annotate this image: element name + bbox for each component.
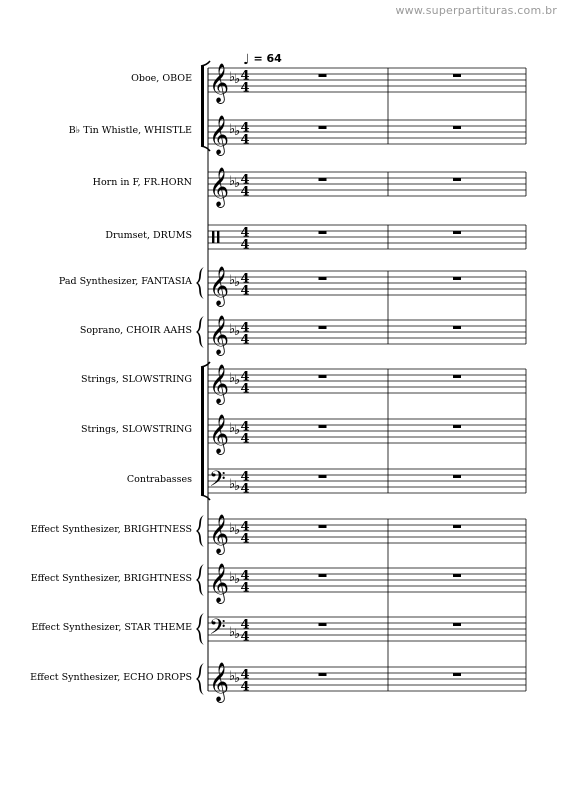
treble-clef-icon: 𝄞 [209,115,230,155]
instrument-label: B♭ Tin Whistle, WHISTLE [68,125,192,136]
brace-icon [196,316,204,348]
flat-icon: ♭ [234,72,241,87]
whole-rest-icon [319,126,327,129]
time-signature-lower: 4 [240,431,250,447]
whole-rest-icon [453,375,461,378]
whole-rest-icon [319,425,327,428]
time-signature-upper: 4 [240,568,250,584]
flat-icon: ♭ [234,373,241,388]
bass-clef-icon: 𝄢 [209,467,226,497]
whole-rest-icon [453,623,461,626]
flat-icon: ♭ [229,322,236,337]
time-signature-lower: 4 [240,184,250,200]
bass-clef-icon: 𝄢 [209,615,226,645]
brace-icon [196,613,204,645]
percussion-clef-icon [217,231,219,243]
flat-icon: ♭ [229,570,236,585]
flat-icon: ♭ [234,275,241,290]
whole-rest-icon [453,126,461,129]
flat-icon: ♭ [234,671,241,686]
brace-icon [196,267,204,299]
instrument-label: Effect Synthesizer, STAR THEME [31,622,192,633]
instrument-label: Strings, SLOWSTRING [80,374,192,385]
time-signature-lower: 4 [240,332,250,348]
whole-rest-icon [453,178,461,181]
brace-icon [196,564,204,596]
instrument-label: Drumset, DRUMS [105,230,192,241]
whole-rest-icon [319,178,327,181]
watermark: www.superpartituras.com.br [395,4,557,17]
whole-rest-icon [453,475,461,478]
flat-icon: ♭ [234,176,241,191]
flat-icon: ♭ [229,371,236,386]
whole-rest-icon [453,74,461,77]
time-signature-upper: 4 [240,419,250,435]
time-signature-lower: 4 [240,283,250,299]
instrument-label: Oboe, OBOE [131,73,192,84]
whole-rest-icon [319,475,327,478]
flat-icon: ♭ [229,70,236,85]
time-signature-lower: 4 [240,237,250,253]
whole-rest-icon [453,231,461,234]
flat-icon: ♭ [229,669,236,684]
time-signature-upper: 4 [240,320,250,336]
time-signature-lower: 4 [240,679,250,695]
flat-icon: ♭ [234,324,241,339]
time-signature-lower: 4 [240,481,250,497]
flat-icon: ♭ [229,625,236,640]
flat-icon: ♭ [229,521,236,536]
whole-rest-icon [453,277,461,280]
whole-rest-icon [453,673,461,676]
treble-clef-icon: 𝄞 [209,167,230,207]
time-signature-lower: 4 [240,381,250,397]
whole-rest-icon [319,525,327,528]
whole-rest-icon [319,326,327,329]
whole-rest-icon [319,375,327,378]
time-signature-lower: 4 [240,132,250,148]
instrument-label: Horn in F, FR.HORN [92,177,192,188]
brace-icon [196,663,204,695]
instrument-label: Effect Synthesizer, BRIGHTNESS [30,573,192,584]
flat-icon: ♭ [229,421,236,436]
time-signature-upper: 4 [240,667,250,683]
instrument-label: Effect Synthesizer, BRIGHTNESS [30,524,192,535]
time-signature-upper: 4 [240,120,250,136]
brace-icon [196,515,204,547]
flat-icon: ♭ [234,124,241,139]
quarter-note-icon: ♩ [243,52,250,68]
whole-rest-icon [453,425,461,428]
whole-rest-icon [319,623,327,626]
treble-clef-icon: 𝄞 [209,563,230,603]
tempo-value: = 64 [253,52,282,65]
percussion-clef-icon [212,231,214,243]
flat-icon: ♭ [229,174,236,189]
time-signature-upper: 4 [240,519,250,535]
flat-icon: ♭ [234,627,241,642]
time-signature-upper: 4 [240,172,250,188]
whole-rest-icon [319,673,327,676]
flat-icon: ♭ [229,122,236,137]
whole-rest-icon [319,277,327,280]
instrument-label: Pad Synthesizer, FANTASIA [58,276,192,287]
time-signature-upper: 4 [240,271,250,287]
time-signature-upper: 4 [240,68,250,84]
instrument-label: Contrabasses [126,474,192,485]
time-signature-upper: 4 [240,369,250,385]
whole-rest-icon [319,231,327,234]
time-signature-upper: 4 [240,225,250,241]
treble-clef-icon: 𝄞 [209,414,230,454]
time-signature-lower: 4 [240,531,250,547]
treble-clef-icon: 𝄞 [209,63,230,103]
instrument-label: Effect Synthesizer, ECHO DROPS [30,672,192,683]
whole-rest-icon [319,74,327,77]
flat-icon: ♭ [229,273,236,288]
flat-icon: ♭ [229,477,236,492]
flat-icon: ♭ [234,572,241,587]
flat-icon: ♭ [234,523,241,538]
treble-clef-icon: 𝄞 [209,315,230,355]
instrument-label: Strings, SLOWSTRING [80,424,192,435]
whole-rest-icon [453,574,461,577]
instrument-label: Soprano, CHOIR AAHS [79,325,192,336]
time-signature-lower: 4 [240,580,250,596]
whole-rest-icon [453,525,461,528]
treble-clef-icon: 𝄞 [209,266,230,306]
whole-rest-icon [453,326,461,329]
treble-clef-icon: 𝄞 [209,662,230,702]
treble-clef-icon: 𝄞 [209,514,230,554]
time-signature-upper: 4 [240,617,250,633]
flat-icon: ♭ [234,423,241,438]
whole-rest-icon [319,574,327,577]
time-signature-lower: 4 [240,629,250,645]
flat-icon: ♭ [234,479,241,494]
bracket-icon [201,367,204,495]
treble-clef-icon: 𝄞 [209,364,230,404]
bracket-icon [201,66,204,146]
time-signature-upper: 4 [240,469,250,485]
time-signature-lower: 4 [240,80,250,96]
